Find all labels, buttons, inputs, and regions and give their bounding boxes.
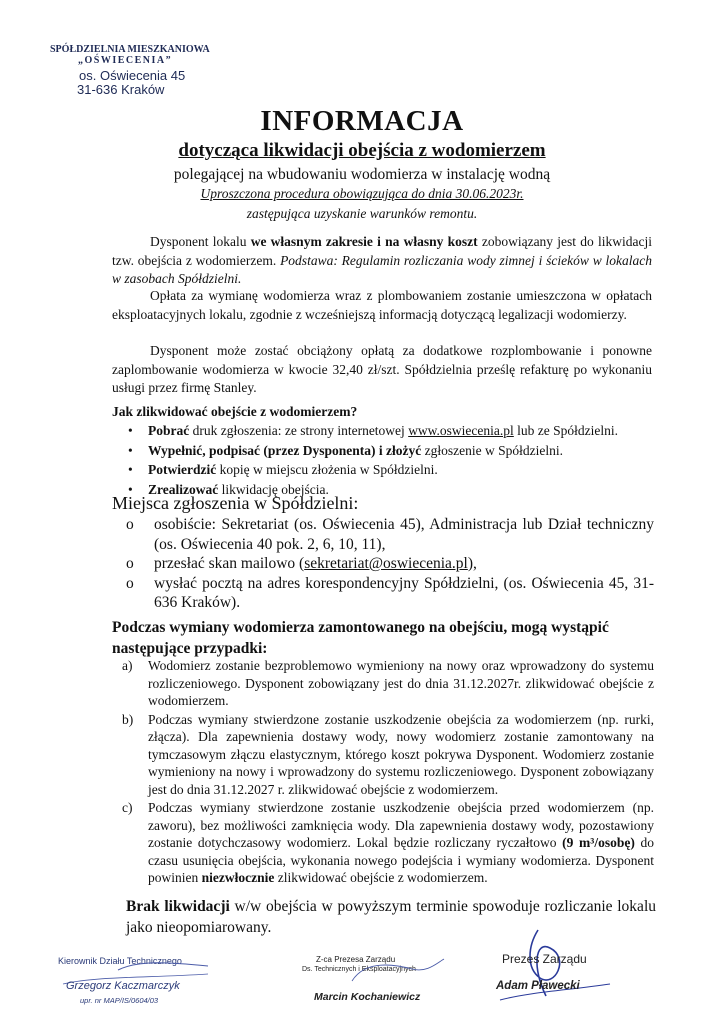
- list-item: [126, 441, 666, 461]
- website-link[interactable]: www.oswiecenia.pl: [408, 423, 514, 438]
- bullet-marker: •: [128, 423, 133, 438]
- case-marker: b): [122, 711, 134, 727]
- paragraph-obligation: [112, 233, 652, 289]
- paragraph-fee: [112, 287, 652, 324]
- sig-middle-role-1: Z-ca Prezesa Zarządu: [316, 955, 396, 964]
- case-text-b: do czasu usunięcia obejścia, wykonania nowego podejścia i wymiany wodomierza. Dysponent powinien: [148, 835, 655, 885]
- howto-list: [126, 421, 666, 499]
- sig-left-license: upr. nr MAP/IS/0604/03: [80, 996, 159, 1005]
- bullet-marker: •: [128, 462, 133, 477]
- document-subtitle-2: polegającej na wbudowaniu wodomierza w instalację wodną: [173, 166, 551, 183]
- sig-left-role: Kierownik Działu Technicznego: [58, 956, 182, 966]
- list-item: [126, 554, 654, 574]
- list-item: [126, 421, 666, 441]
- stamp-line-4: 31-636 Kraków: [77, 82, 165, 97]
- cases-list: [122, 657, 654, 888]
- howto-heading: Jak zlikwidować obejście z wodomierzem?: [112, 404, 358, 419]
- signature-technical-manager: [58, 956, 228, 1016]
- circle-marker: o: [126, 516, 134, 533]
- p2-text: Opłata za wymianę wodomierza wraz z plombowaniem zostanie umieszczona w opłatach eksploatacyjnych lokalu, zgodnie z wcześniejszą informacją dotyczącą legalizacji wodomierzy.: [112, 288, 652, 322]
- step-text: kopię w miejscu złożenia w Spółdzielni.: [216, 462, 438, 477]
- sig-right-name: Adam Pławecki: [496, 980, 580, 992]
- case-text: Podczas wymiany stwierdzone zostanie uszkodzenie obejścia za wodomierzem (np. rurki, złącza). Dla zapewnienia dostawy wody, nowy wodomierz zostanie zamontowany na tymczasowym złączu elastycznym, którego koszt pokrywa Dysponent. Wodomierz zostanie wymieniony na nowy i wprowadzony do systemu rozliczeniowego. Dysponent zobowiązany jest do dnia 31.12.2027 r. zlikwidować obejście z wodomierzem.: [148, 711, 654, 797]
- case-marker: a): [122, 658, 133, 673]
- places-list: [126, 515, 654, 613]
- step-text-end: lub ze Spółdzielni.: [513, 423, 619, 438]
- stamp-line-2: „OŚWIECENIA”: [78, 55, 173, 66]
- p1-text-c: zobowiązany jest do likwidacji tzw. obejścia z wodomierzem.: [112, 234, 652, 268]
- step-text: likwidację obejścia.: [218, 481, 329, 497]
- p1-text-a: Dysponent lokalu: [150, 234, 251, 249]
- circle-marker: o: [126, 574, 134, 592]
- sig-left-name: Grzegorz Kaczmarczyk: [66, 980, 180, 992]
- stamp-line-1: SPÓŁDZIELNIA MIESZKANIOWA: [50, 44, 210, 55]
- list-item: [126, 460, 666, 480]
- list-item: [126, 574, 654, 613]
- closing-bold: Brak likwidacji: [126, 898, 230, 915]
- places-heading: Miejsca zgłoszenia w Spółdzielni:: [112, 493, 359, 513]
- p3-text: Dysponent może zostać obciążony opłatą za dodatkowe rozplombowanie i ponowne zaplombowanie wodomierza w kwocie 32,40 zł/szt. Spółdzielnia prześlę refakturę po wykonaniu usługi przez firmę Stanley.: [112, 343, 652, 395]
- step-text: zgłoszenie w Spółdzielni.: [421, 442, 563, 458]
- stamp-line-3: os. Oświecenia 45: [79, 68, 186, 83]
- step-action: Potwierdzić: [148, 462, 217, 477]
- document-subtitle: [0, 140, 724, 162]
- urgency: niezwłocznie: [201, 870, 275, 885]
- document-subtitle-3: [0, 186, 724, 202]
- sig-middle-name: Marcin Kochaniewicz: [314, 991, 421, 1003]
- list-item: [126, 515, 654, 554]
- subtitle-text: dotycząca likwidacji obejścia z wodomierzem: [178, 140, 546, 161]
- step-text: druk zgłoszenia: ze strony internetowej: [189, 423, 409, 438]
- step-action: Pobrać: [148, 423, 190, 438]
- bullet-marker: •: [128, 442, 133, 458]
- case-marker: c): [122, 800, 133, 815]
- email-link[interactable]: sekretariat@oswiecenia.pl: [304, 555, 468, 572]
- list-item: [122, 799, 654, 887]
- case-text: Wodomierz zostanie bezproblemowo wymieniony na nowy oraz wprowadzony do systemu rozliczeniowego. Dysponent zobowiązany jest do dnia 31.12.2027r. zlikwidować obejście z wodomierzem.: [148, 658, 654, 708]
- sig-right-role: Prezes Zarządu: [502, 952, 587, 966]
- document-title: INFORMACJA: [260, 105, 464, 137]
- p1-text-bold: we własnym zakresie i na własny koszt: [250, 234, 478, 249]
- signature-president: [480, 918, 640, 1008]
- closing-text: w/w obejścia w powyższym terminie spowoduje rozliczanie lokalu jako nieopomiarowany.: [126, 898, 656, 936]
- paragraph-extra-fee: [112, 342, 652, 398]
- place-text-end: ),: [467, 555, 477, 572]
- flat-rate: (9 m³/osobę): [562, 835, 635, 850]
- place-text: osobiście: Sekretariat (os. Oświecenia 45), Administracja lub Dział techniczny (os. Oświecenia 40 pok. 2, 6, 10, 11),: [154, 516, 654, 553]
- sig-middle-role-2: Ds. Technicznych i Eksploatacyjnych: [302, 966, 416, 973]
- handwritten-signature: [292, 955, 452, 995]
- list-item: [122, 657, 654, 710]
- signature-deputy-president: [292, 955, 452, 1015]
- bullet-marker: •: [128, 481, 133, 497]
- case-text-c: zlikwidować obejście z wodomierzem.: [274, 870, 488, 885]
- case-text: Podczas wymiany stwierdzone zostanie uszkodzenie obejścia przed wodomierzem (np. zaworu), bez możliwości zamknięcia wody. Dla zapewnienia dostawy wody, pozostawiony zostanie dotychczasowy wodomierz. Lokal będzie rozliczany ryczałtowo: [148, 800, 654, 850]
- document-subtitle-4: zastępująca uzyskanie warunków remontu.: [246, 206, 478, 221]
- procedure-deadline: Uproszczona procedura obowiązująca do dnia 30.06.2023r.: [200, 186, 524, 201]
- cases-heading: Podczas wymiany wodomierza zamontowanego na obejściu, mogą wystąpić następujące przypadki:: [112, 619, 609, 657]
- step-action: Wypełnić, podpisać (przez Dysponenta) i złożyć: [148, 442, 422, 458]
- place-text: wysłać pocztą na adres korespondencyjny Spółdzielni, (os. Oświecenia 45, 31-636 Kraków).: [154, 574, 654, 611]
- p1-basis: Podstawa: Regulamin rozliczania wody zimnej i ścieków w lokalach w zasobach Spółdzielni.: [112, 252, 653, 286]
- step-action: Zrealizować: [148, 481, 219, 497]
- circle-marker: o: [126, 555, 134, 572]
- list-item: [122, 711, 654, 799]
- place-text: przesłać skan mailowo (: [154, 555, 305, 572]
